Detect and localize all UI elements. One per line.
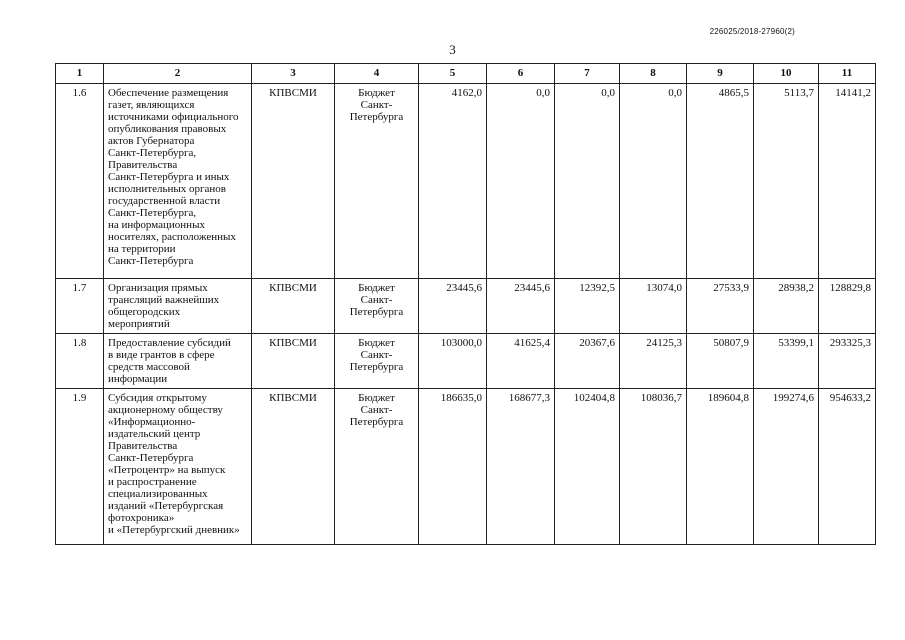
value-cell: 14141,2 (819, 84, 876, 279)
value-cell: 103000,0 (419, 334, 487, 389)
column-header: 3 (252, 64, 335, 84)
column-header: 7 (555, 64, 620, 84)
table-row (56, 279, 876, 334)
activity-name: Предоставление субсидий в виде грантов в сфере средств массовой информации (104, 334, 252, 389)
value-cell: 24125,3 (620, 334, 687, 389)
value-cell: 27533,9 (687, 279, 754, 334)
value-cell: 199274,6 (754, 389, 819, 545)
value-cell: 954633,2 (819, 389, 876, 545)
activity-name: Организация прямых трансляций важнейших общегородских мероприятий (104, 279, 252, 334)
value-cell: 12392,5 (555, 279, 620, 334)
value-cell: 28938,2 (754, 279, 819, 334)
funding-source: Бюджет Санкт- Петербурга (335, 279, 419, 334)
executor: КПВСМИ (252, 389, 335, 545)
row-number: 1.6 (56, 84, 104, 279)
value-cell: 128829,8 (819, 279, 876, 334)
value-cell: 0,0 (620, 84, 687, 279)
value-cell: 186635,0 (419, 389, 487, 545)
budget-table (55, 63, 876, 545)
funding-source: Бюджет Санкт- Петербурга (335, 84, 419, 279)
value-cell: 5113,7 (754, 84, 819, 279)
value-cell: 13074,0 (620, 279, 687, 334)
column-header: 5 (419, 64, 487, 84)
value-cell: 4865,5 (687, 84, 754, 279)
value-cell: 168677,3 (487, 389, 555, 545)
executor: КПВСМИ (252, 334, 335, 389)
value-cell: 50807,9 (687, 334, 754, 389)
value-cell: 189604,8 (687, 389, 754, 545)
column-header: 6 (487, 64, 555, 84)
table-header-row (56, 64, 876, 84)
funding-source: Бюджет Санкт- Петербурга (335, 389, 419, 545)
value-cell: 293325,3 (819, 334, 876, 389)
table-row (56, 334, 876, 389)
value-cell: 0,0 (555, 84, 620, 279)
column-header: 10 (754, 64, 819, 84)
column-header: 4 (335, 64, 419, 84)
row-number: 1.8 (56, 334, 104, 389)
value-cell: 53399,1 (754, 334, 819, 389)
column-header: 11 (819, 64, 876, 84)
value-cell: 20367,6 (555, 334, 620, 389)
value-cell: 102404,8 (555, 389, 620, 545)
row-number: 1.9 (56, 389, 104, 545)
column-header: 1 (56, 64, 104, 84)
row-number: 1.7 (56, 279, 104, 334)
column-header: 9 (687, 64, 754, 84)
executor: КПВСМИ (252, 84, 335, 279)
value-cell: 0,0 (487, 84, 555, 279)
value-cell: 23445,6 (419, 279, 487, 334)
value-cell: 23445,6 (487, 279, 555, 334)
activity-name: Обеспечение размещения газет, являющихся источниками официального опубликования правовых актов Губернатора Санкт-Петербурга, Правительства Санкт-Петербурга и иных исполнительных органов государственной власти Санкт-Петербурга, на информационных носителях, расположенных на территории Санкт-Петербурга (104, 84, 252, 279)
funding-source: Бюджет Санкт- Петербурга (335, 334, 419, 389)
column-header: 2 (104, 64, 252, 84)
executor: КПВСМИ (252, 279, 335, 334)
column-header: 8 (620, 64, 687, 84)
activity-name: Субсидия открытому акционерному обществу «Информационно- издательский центр Правительства Санкт-Петербурга «Петроцентр» на выпуск и распространение специализированных изданий «Петербургская фотохроника» и «Петербургский дневник» (104, 389, 252, 545)
value-cell: 41625,4 (487, 334, 555, 389)
value-cell: 4162,0 (419, 84, 487, 279)
table-row (56, 389, 876, 545)
table-row (56, 84, 876, 279)
page-number: 3 (449, 42, 456, 57)
document-id: 226025/2018-27960(2) (709, 27, 795, 36)
value-cell: 108036,7 (620, 389, 687, 545)
